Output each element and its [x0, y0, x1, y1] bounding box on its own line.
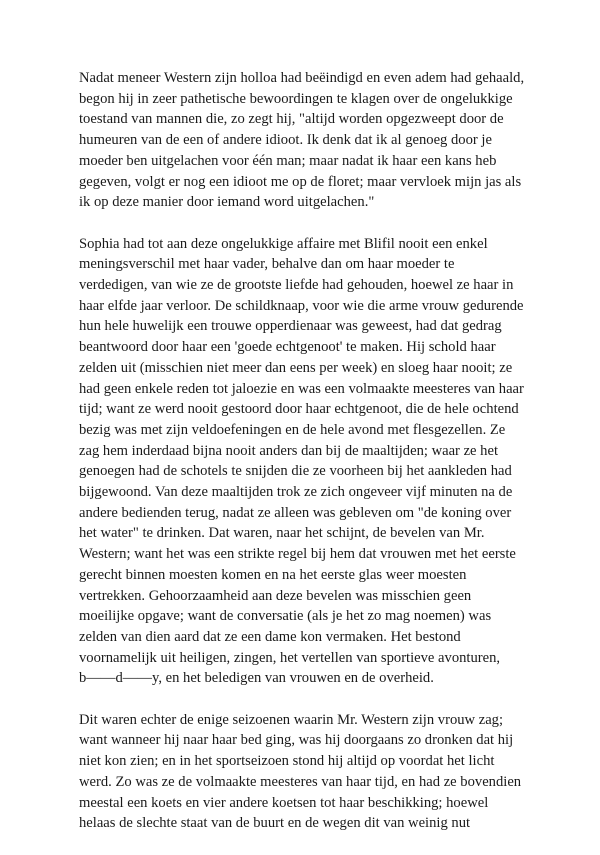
paragraph — [79, 68, 529, 213]
text-line: voornamelijk uit heiligen, zingen, het vertellen van sportieve avonturen, — [79, 649, 501, 666]
text-line: zelden uit (misschien niet meer dan eens per week) en sloeg haar nooit; ze — [79, 359, 513, 376]
text-line: Sophia had tot aan deze ongelukkige affaire met Blifil nooit een enkel — [79, 235, 488, 252]
text-line: humeuren van de een of andere idioot. Ik denk dat ik al genoeg door je — [79, 132, 492, 149]
text-line: beantwoord door haar een 'goede echtgenoot' te maken. Hij schold haar — [79, 339, 496, 356]
text-line: zelden van dien aard dat ze een dame kon vermaken. Het bestond — [79, 628, 461, 645]
text-line: tijd; want ze werd nooit gestoord door haar echtgenoot, die de hele ochtend — [79, 401, 519, 418]
text-line: ik op deze manier door iemand word uitgelachen." — [79, 194, 375, 211]
document-body — [79, 68, 529, 855]
text-line: gegeven, volgt er nog een idioot me op de floret; maar vervloek mijn jas als — [79, 173, 522, 190]
text-line: Western; want het was een strikte regel bij hem dat vrouwen met het eerste — [79, 546, 516, 563]
text-line: moeder ben uitgelachen voor één man; maar nadat ik haar een kans heb — [79, 152, 497, 169]
text-line: werd. Zo was ze de volmaakte meesteres van haar tijd, en had ze bovendien — [79, 773, 522, 790]
text-line: helaas de slechte staat van de buurt en de wegen dit van weinig nut — [79, 815, 471, 832]
text-line: vertrekken. Gehoorzaamheid aan deze bevelen was misschien geen — [79, 587, 472, 604]
text-line: gerecht binnen moesten komen en na het eerste glas weer moesten — [79, 566, 467, 583]
paragraph — [79, 234, 529, 689]
text-line: andere bedienden terug, nadat ze alleen was gebleven om "de koning over — [79, 504, 512, 521]
text-line: niet kon zien; en in het sportseizoen stond hij altijd op voordat het licht — [79, 753, 495, 770]
text-line: het water" te drinken. Dat waren, naar het schijnt, de bevelen van Mr. — [79, 525, 485, 542]
text-line: hun hele huwelijk een trouwe opperdienaar was geweest, had dat gedrag — [79, 318, 502, 335]
text-line: genoegen had de schotels te snijden die ze voorheen bij het aankleden had — [79, 463, 512, 480]
text-line: zag hem inderdaad bijna nooit anders dan bij de maaltijden; waar ze het — [79, 442, 499, 459]
text-line: meningsverschil met haar vader, behalve dan om haar moeder te — [79, 256, 455, 273]
text-line: want wanneer hij naar haar bed ging, was hij doorgaans zo dronken dat hij — [79, 732, 514, 749]
text-line: toestand van mannen die, zo zegt hij, "altijd worden opgezweept door de — [79, 111, 504, 128]
text-line: Dit waren echter de enige seizoenen waarin Mr. Western zijn vrouw zag; — [79, 711, 504, 728]
text-line: meestal een koets en vier andere koetsen tot haar beschikking; hoewel — [79, 794, 489, 811]
text-line: Nadat meneer Western zijn holloa had beëindigd en even adem had gehaald, — [79, 70, 525, 86]
text-line: haar elfde jaar verloor. De schildknaap, voor wie die arme vrouw gedurende — [79, 297, 524, 314]
text-line: b——d——y, en het beledigen van vrouwen en de overheid. — [79, 670, 434, 687]
text-line: had geen enkele reden tot jaloezie en was een volmaakte meesteres van haar — [79, 380, 524, 397]
text-line: begon hij in zeer pathetische bewoordingen te klagen over de ongelukkige — [79, 90, 513, 107]
text-line: bezig was met zijn veldoefeningen en de hele avond met flesgezellen. Ze — [79, 421, 506, 438]
text-line: moeilijke opgave; want de conversatie (als je het zo mag noemen) was — [79, 608, 492, 625]
text-line: bijgewoond. Van deze maaltijden trok ze zich ongeveer vijf minuten na de — [79, 484, 513, 501]
text-line: verdedigen, van wie ze de grootste liefde had gehouden, hoewel ze haar in — [79, 277, 514, 294]
paragraph — [79, 710, 529, 834]
